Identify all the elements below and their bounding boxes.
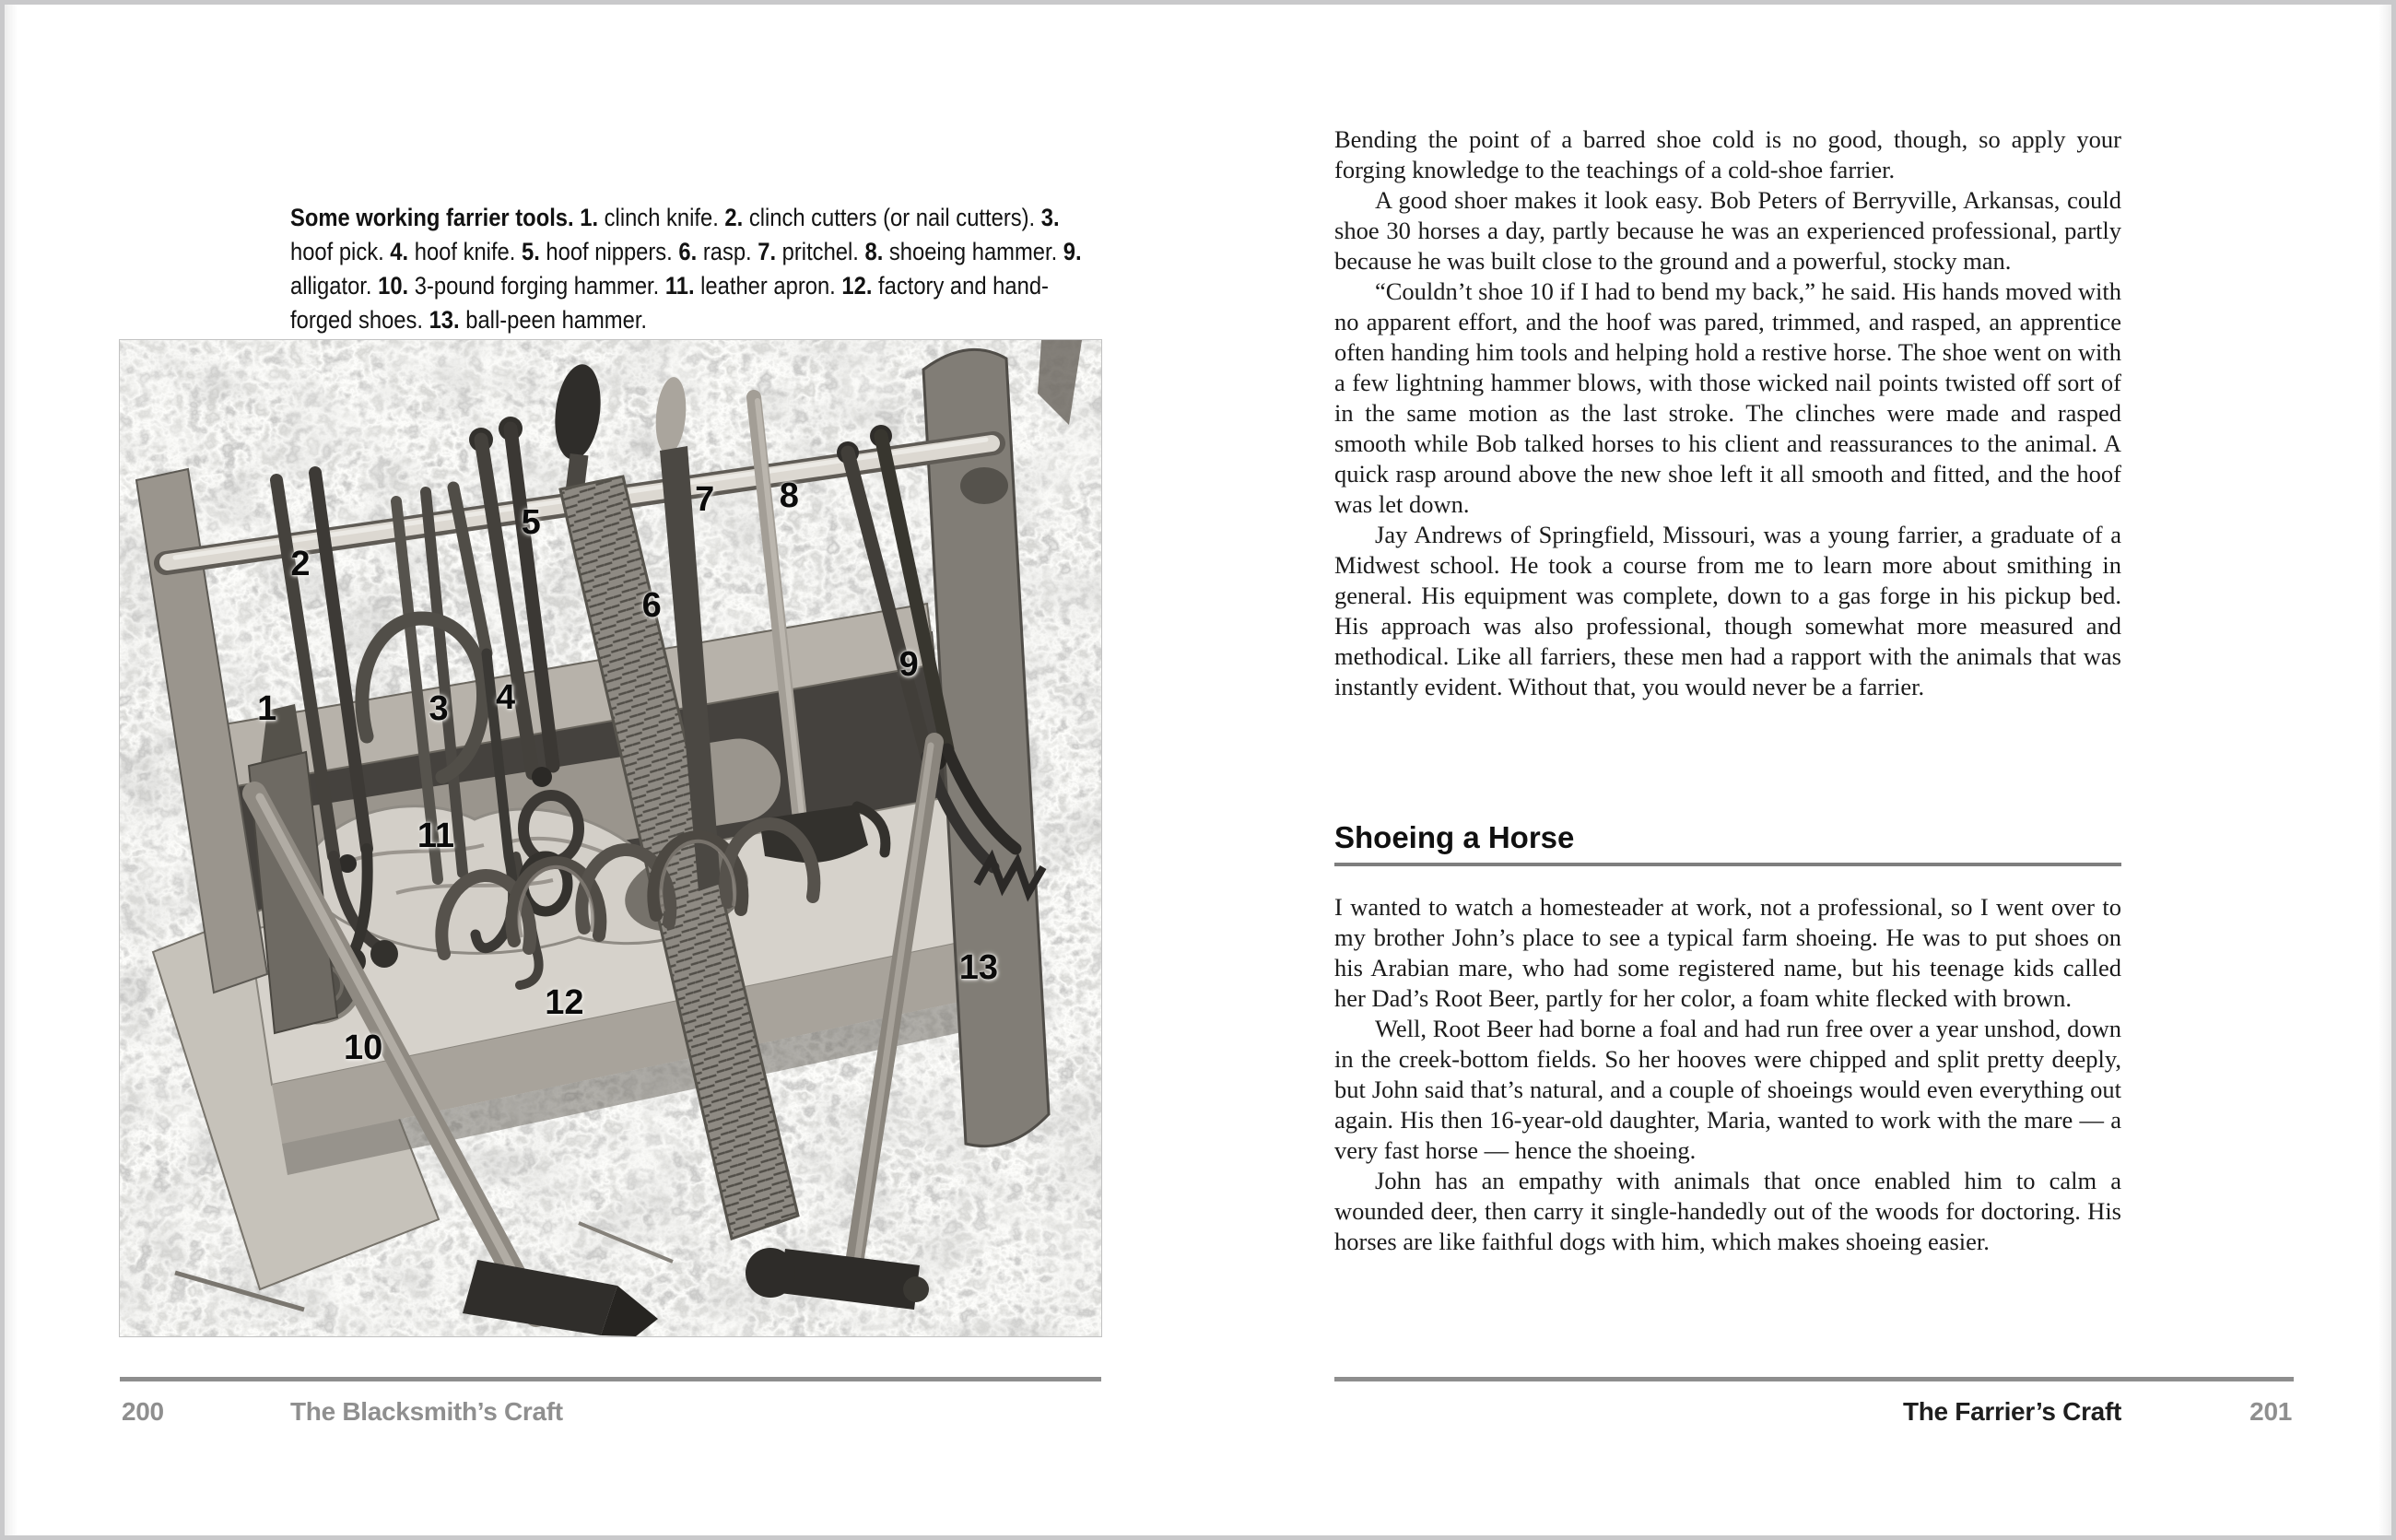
right-page-edge-shading: [2378, 5, 2391, 1535]
paragraph: Bending the point of a barred shoe cold is no good, though, so apply your forging knowledge to the teachings of a cold-shoe farrier.: [1334, 125, 2121, 183]
photo-label-13: 13: [958, 948, 999, 988]
photo-label-1: 1: [257, 688, 277, 728]
caption-bold-segment: 12.: [841, 272, 873, 300]
photo-number-labels: [120, 340, 1101, 1336]
body-text-before-heading: [1334, 124, 2121, 702]
photo-label-10: 10: [343, 1028, 383, 1067]
right-footer: [1334, 1397, 2294, 1428]
paragraph: “Couldn’t shoe 10 if I had to bend my back,” he said. His hands moved with no apparent effort, and the hoof was pared, trimmed, and rasped, an apprentice often handing him tools and helping hold a restive horse. The shoe went on with a few lightning hammer blows, with those wicked nail points twisted off sort of in the same motion as the last stroke. The clinches were made and rasped smooth while Bob talked horses to his client and reassurances to the animal. A quick rasp around above the new shoe left it all smooth and fitted, and the hoof was let down.: [1334, 277, 2121, 518]
paragraph: I wanted to watch a homesteader at work, not a professional, so I went over to my brother John’s place to see a typical farm shoeing. He was to put shoes on his Arabian mare, who had some registered name, but his teenage kids called her Dad’s Root Beer, partly for her color, a foam white flecked with brown.: [1334, 893, 2121, 1012]
heading-rule: [1334, 863, 2121, 866]
photo-label-5: 5: [521, 502, 541, 542]
section-heading-block: [1334, 819, 2121, 866]
caption-bold-segment: 9.: [1063, 238, 1082, 265]
caption-segment: factory and hand-forged shoes.: [290, 272, 1049, 334]
caption-segment: hoof pick.: [290, 238, 391, 265]
caption-bold-segment: 13.: [429, 306, 460, 334]
photo-label-9: 9: [898, 645, 919, 685]
body-text-after-heading: [1334, 892, 2121, 1257]
book-title: The Blacksmith’s Craft: [290, 1397, 563, 1426]
photo-label-11: 11: [417, 817, 455, 856]
paragraph: John has an empathy with animals that once enabled him to calm a wounded deer, then carry it single-handedly out of the woods for doctoring. His horses are like faithful dogs with him, which makes shoeing easier.: [1334, 1167, 2121, 1255]
caption-bold-segment: Some working farrier tools. 1.: [290, 204, 599, 231]
caption-bold-segment: 8.: [864, 238, 884, 265]
caption-segment: shoeing hammer.: [883, 238, 1063, 265]
caption-segment: clinch knife.: [598, 204, 725, 231]
farrier-tools-photo: [120, 340, 1101, 1336]
caption-bold-segment: 6.: [678, 238, 698, 265]
right-page-number: 201: [2249, 1397, 2292, 1426]
caption-bold-segment: 5.: [521, 238, 540, 265]
left-page-edge-shading: [5, 5, 18, 1535]
caption-segment: ball-peen hammer.: [459, 306, 648, 334]
paragraph: A good shoer makes it look easy. Bob Peters of Berryville, Arkansas, could shoe 30 horses a day, partly because he was an experienced professional, partly because he was built close to the ground and a powerful, stocky man.: [1334, 186, 2121, 275]
caption-bold-segment: 2.: [724, 204, 744, 231]
paragraph: Well, Root Beer had borne a foal and had run free over a year unshod, down in the creek-bottom fields. So her hooves were chipped and split pretty deeply, but John said that’s natural, and a couple of shoeings would even everything out again. His then 16-year-old daughter, Maria, wanted to work with the mare — a very fast horse — hence the shoeing.: [1334, 1015, 2121, 1164]
photo-label-3: 3: [429, 688, 449, 728]
caption-bold-segment: 3.: [1040, 204, 1060, 231]
caption-segment: hoof nippers.: [539, 238, 679, 265]
left-page-number: 200: [122, 1397, 164, 1426]
caption-bold-segment: 4.: [390, 238, 409, 265]
caption-segment: clinch cutters (or nail cutters).: [743, 204, 1041, 231]
left-footer-rule: [120, 1377, 1101, 1381]
caption-segment: leather apron.: [694, 272, 842, 300]
caption-bold-segment: 11.: [664, 272, 695, 300]
photo-label-6: 6: [641, 585, 662, 625]
chapter-title: The Farrier’s Craft: [1902, 1397, 2121, 1426]
caption-bold-segment: 7.: [758, 238, 777, 265]
caption-segment: 3-pound forging hammer.: [408, 272, 665, 300]
photo-caption: [290, 201, 1102, 341]
left-footer: [120, 1397, 1101, 1428]
paragraph: Jay Andrews of Springfield, Missouri, was a young farrier, a graduate of a Midwest school. He took a course from me to learn more about smithing in general. His equipment was complete, down to a gas forge in his pickup bed. His approach was also professional, though somewhat more measured and methodical. Like all farriers, these men had a rapport with the animals that was instantly evident. Without that, you would never be a farrier.: [1334, 521, 2121, 700]
photo-caption-text: [290, 201, 1102, 337]
caption-segment: alligator.: [290, 272, 379, 300]
caption-segment: pritchel.: [776, 238, 865, 265]
right-footer-rule: [1334, 1377, 2294, 1381]
caption-segment: rasp.: [697, 238, 758, 265]
photo-label-2: 2: [290, 545, 311, 584]
caption-bold-segment: 10.: [378, 272, 409, 300]
caption-segment: hoof knife.: [408, 238, 522, 265]
photo-label-12: 12: [545, 982, 584, 1022]
photo-label-7: 7: [695, 479, 715, 519]
photo-label-4: 4: [495, 678, 516, 718]
photo-label-8: 8: [779, 476, 799, 515]
section-heading: Shoeing a Horse: [1334, 820, 1575, 854]
